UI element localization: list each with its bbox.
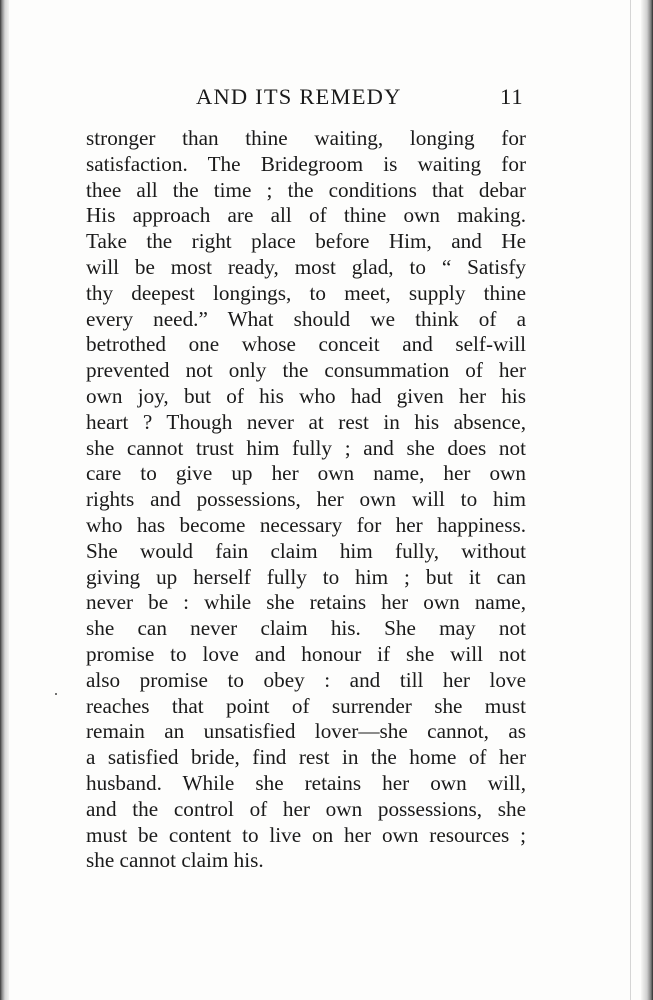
text-line: thee all the time ; the conditions that debar (86, 177, 526, 202)
page-right-margin-line (630, 0, 631, 1000)
text-line: promise to love and honour if she will not (86, 641, 526, 666)
text-line: also promise to obey : and till her love (86, 667, 526, 692)
text-line: She would fain claim him fully, without (86, 538, 526, 563)
text-line: satisfaction. The Bridegroom is waiting for (86, 151, 526, 176)
text-line: rights and possessions, her own will to him (86, 487, 526, 512)
text-line: Take the right place before Him, and He (86, 229, 526, 254)
text-line: stronger than thine waiting, longing for (86, 126, 526, 150)
text-line-last: she cannot claim his. (86, 848, 264, 873)
text-line: prevented not only the consummation of her (86, 358, 526, 383)
text-line: betrothed one whose conceit and self-will (86, 332, 526, 357)
text-line: a satisfied bride, find rest in the home of her (86, 745, 526, 770)
text-line: and the control of her own possessions, she (86, 796, 526, 821)
page-right-edge (641, 0, 653, 1000)
text-line: she cannot trust him fully ; and she does not (86, 435, 526, 460)
text-line: own joy, but of his who had given her his (86, 383, 526, 408)
text-line: His approach are all of thine own making. (86, 203, 526, 228)
body-text (86, 126, 526, 874)
ink-speck (55, 693, 57, 695)
text-line: every need.” What should we think of a (86, 306, 526, 331)
text-line: must be content to live on her own resources ; (86, 822, 526, 847)
text-line: never be : while she retains her own name, (86, 590, 526, 615)
text-line: reaches that point of surrender she must (86, 693, 526, 718)
text-line: who has become necessary for her happiness. (86, 512, 526, 537)
running-head (0, 84, 653, 114)
text-line: care to give up her own name, her own (86, 461, 526, 486)
text-line: will be most ready, most glad, to “ Satisfy (86, 254, 526, 279)
page-number: 11 (500, 84, 524, 109)
text-line: heart ? Though never at rest in his absence, (86, 409, 526, 434)
text-line: giving up herself fully to him ; but it can (86, 564, 526, 589)
page-left-edge (0, 0, 9, 1000)
text-line: thy deepest longings, to meet, supply thine (86, 280, 526, 305)
text-line: she can never claim his. She may not (86, 616, 526, 641)
text-line: husband. While she retains her own will, (86, 770, 526, 795)
running-title: AND ITS REMEDY (196, 84, 402, 109)
text-line: remain an unsatisfied lover—she cannot, as (86, 719, 526, 744)
